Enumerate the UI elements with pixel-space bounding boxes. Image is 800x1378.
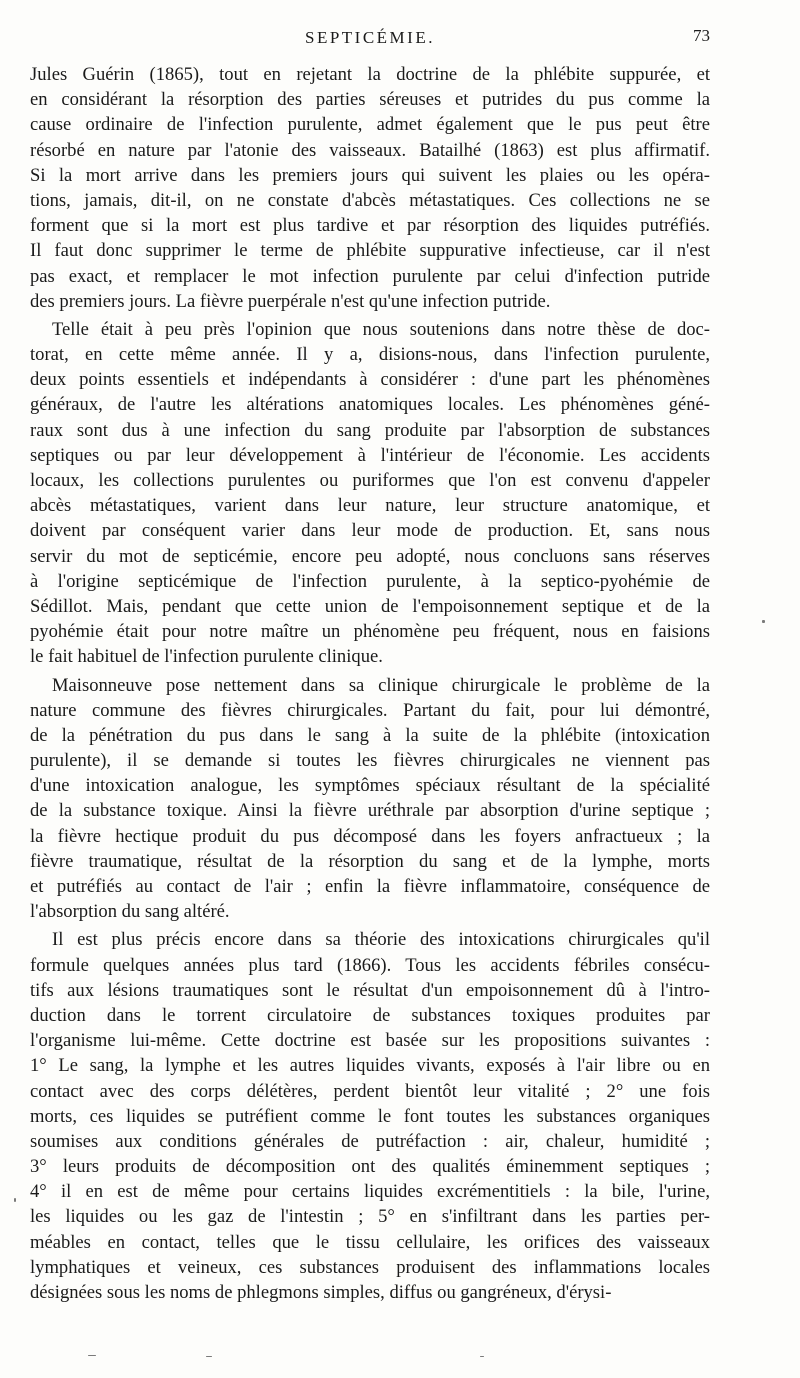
text-line: de la pénétration du pus dans le sang à la suite de la phlébite (intoxication — [30, 724, 710, 746]
paragraph-4 — [30, 927, 710, 1305]
scan-speck — [14, 1198, 16, 1202]
text-line: forment que si la mort est plus tardive et par résorption des liquides putréfiés. — [30, 215, 710, 237]
text-line: des premiers jours. La fièvre puerpérale n'est qu'une infection putride. — [30, 290, 551, 312]
paragraph-1 — [30, 62, 710, 314]
text-line: tions, jamais, dit-il, on ne constate d'abcès métastatiques. Ces collections ne se — [30, 189, 710, 211]
text-line: duction dans le torrent circulatoire de substances toxiques produites par — [30, 1004, 710, 1026]
text-line: raux sont dus à une infection du sang produite par l'absorption de substances — [30, 419, 710, 441]
text-line: servir du mot de septicémie, encore peu adopté, nous concluons sans réserves — [30, 545, 710, 567]
scan-speck — [762, 620, 765, 623]
text-line: pas exact, et remplacer le mot infection purulente par celui d'infection putride — [30, 265, 710, 287]
text-line: soumises aux conditions générales de putréfaction : air, chaleur, humidité ; — [30, 1130, 710, 1152]
text-line: méables en contact, telles que le tissu cellulaire, les orifices des vaisseaux — [30, 1231, 710, 1253]
text-line: 4° il en est de même pour certains liquides excrémentitiels : la bile, l'urine, — [30, 1181, 710, 1203]
scan-speck — [480, 1356, 484, 1357]
text-line: septiques ou par leur développement à l'intérieur de l'économie. Les accidents — [30, 444, 710, 466]
paragraph-3 — [30, 673, 710, 925]
text-line: les liquides ou les gaz de l'intestin ; 5° en s'infiltrant dans les parties per- — [30, 1206, 710, 1228]
text-line: Maisonneuve pose nettement dans sa clinique chirurgicale le problème de la — [52, 674, 710, 696]
text-line: de la substance toxique. Ainsi la fièvre uréthrale par absorption d'urine septique ; — [30, 800, 710, 822]
text-line: et putréfiés au contact de l'air ; enfin la fièvre inflammatoire, conséquence de — [30, 876, 710, 897]
text-line: tifs aux lésions traumatiques sont le résultat d'un empoisonnement dû à l'intro- — [30, 979, 710, 1001]
text-line: à l'origine septicémique de l'infection purulente, à la septico-pyohémie de — [30, 570, 710, 592]
page-number: 73 — [693, 26, 710, 45]
text-line: contact avec des corps délétères, perdent bientôt leur vitalité ; 2° une fois — [30, 1080, 710, 1102]
text-line: fièvre traumatique, résultat de la résorption du sang et de la lymphe, morts — [30, 850, 710, 872]
text-line: deux points essentiels et indépendants à considérer : d'une part les phénomènes — [30, 369, 710, 391]
running-head — [30, 22, 710, 52]
text-line: doivent par conséquent varier dans leur mode de production. Et, sans nous — [30, 520, 710, 542]
scan-speck — [206, 1356, 212, 1357]
text-line: lymphatiques et veineux, ces substances produisent des inflammations locales — [30, 1256, 710, 1278]
text-line: Telle était à peu près l'opinion que nous soutenions dans notre thèse de doc- — [52, 318, 710, 340]
text-line: Jules Guérin (1865), tout en rejetant la doctrine de la phlébite suppurée, et — [30, 64, 710, 85]
text-line: Si la mort arrive dans les premiers jours qui suivent les plaies ou les opéra- — [30, 164, 710, 186]
text-line: 1° Le sang, la lymphe et les autres liquides vivants, exposés à l'air libre ou en — [30, 1055, 710, 1077]
text-line: locaux, les collections purulentes ou puriformes que l'on est convenu d'appeler — [30, 470, 710, 491]
text-line: morts, ces liquides se putréfient comme le font toutes les substances organiques — [30, 1105, 710, 1127]
text-line: en considérant la résorption des parties séreuses et putrides du pus comme la — [30, 89, 710, 111]
running-title: SEPTICÉMIE. — [305, 28, 435, 47]
text-line: cause ordinaire de l'infection purulente, admet également que le pus peut être — [30, 114, 710, 136]
scan-speck — [88, 1355, 96, 1356]
text-line: généraux, de l'autre les altérations anatomiques locales. Les phénomènes géné- — [30, 394, 710, 416]
text-line: résorbé en nature par l'atonie des vaisseaux. Batailhé (1863) est plus affirmatif. — [30, 139, 710, 161]
text-line: Il est plus précis encore dans sa théorie des intoxications chirurgicales qu'il — [52, 929, 710, 951]
text-line: le fait habituel de l'infection purulente clinique. — [30, 646, 383, 668]
text-line: nature commune des fièvres chirurgicales. Partant du fait, pour lui démontré, — [30, 699, 710, 721]
text-line: Il faut donc supprimer le terme de phlébite suppurative infectieuse, car il n'est — [30, 240, 710, 262]
text-line: désignées sous les noms de phlegmons simples, diffus ou gangréneux, d'érysi- — [30, 1282, 612, 1303]
text-line: la fièvre hectique produit du pus décomposé dans les foyers anfractueux ; la — [30, 825, 710, 847]
text-line: abcès métastatiques, varient dans leur nature, leur structure anatomique, et — [30, 495, 710, 517]
text-line: l'organisme lui-même. Cette doctrine est basée sur les propositions suivantes : — [30, 1030, 710, 1052]
text-line: 3° leurs produits de décomposition ont des qualités éminemment septiques ; — [30, 1156, 710, 1178]
text-line: pyohémie était pour notre maître un phénomène peu fréquent, nous en faisions — [30, 621, 710, 643]
text-line: formule quelques années plus tard (1866). Tous les accidents fébriles consécu- — [30, 954, 710, 976]
text-line: torat, en cette même année. Il y a, disions-nous, dans l'infection purulente, — [30, 344, 710, 366]
text-line: purulente), il se demande si toutes les fièvres chirurgicales ne viennent pas — [30, 750, 710, 772]
text-line: d'une intoxication analogue, les symptômes spéciaux résultant de la spécialité — [30, 775, 710, 797]
paragraph-2 — [30, 317, 710, 670]
text-body — [30, 62, 710, 1308]
text-line: l'absorption du sang altéré. — [30, 901, 230, 923]
text-line: Sédillot. Mais, pendant que cette union de l'empoisonnement septique et de la — [30, 595, 710, 617]
